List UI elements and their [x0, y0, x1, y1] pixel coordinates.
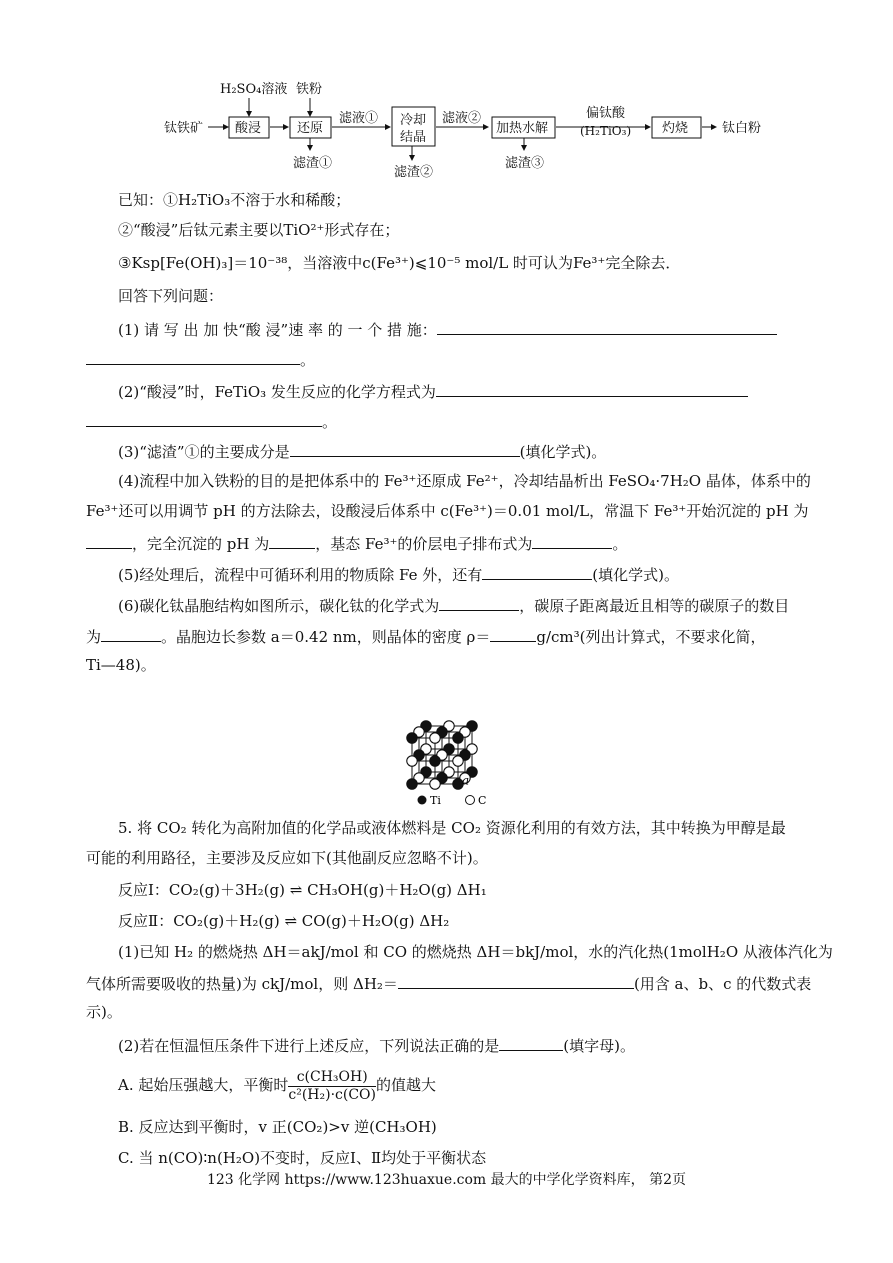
answer-blank-2b[interactable]: [86, 410, 322, 427]
process-flow-diagram: [150, 78, 780, 186]
question-6-line1: [118, 594, 789, 616]
reaction-2: 反应Ⅱ：CO₂(g)＋H₂(g) ⇌ CO(g)＋H₂O(g) ΔH₂: [118, 912, 450, 930]
sub-question-2-hint: (填字母)。: [563, 1037, 635, 1055]
option-a[interactable]: [118, 1066, 436, 1104]
answer-blank-6c[interactable]: [490, 625, 536, 642]
c-atom: [430, 779, 440, 789]
ti-atom: [430, 756, 440, 766]
problem-5-line1: 5. 将 CO₂ 转化为高附加值的化学品或液体燃料是 CO₂ 资源化利用的有效方法，其中转换为甲醇是最: [118, 819, 786, 837]
question-4-text-b: ，基态 Fe³⁺的价层电子排布式为: [315, 535, 533, 553]
c-atom: [453, 756, 463, 766]
step-calcine: 灼烧: [662, 121, 689, 136]
sub-question-1-line2: [86, 972, 811, 994]
residue-2: 滤渣②: [394, 165, 434, 180]
option-a-fraction: [288, 1069, 376, 1104]
answer-blank-4a[interactable]: [86, 532, 132, 549]
filtrate-1: 滤液①: [339, 111, 379, 126]
question-1-text: (1) 请 写 出 加 快“酸 浸”速 率 的 一 个 措 施：: [118, 321, 437, 339]
step-reduction: 还原: [297, 121, 324, 136]
question-2-text: (2)“酸浸”时，FeTiO₃ 发生反应的化学方程式为: [118, 383, 436, 401]
question-1: [118, 318, 777, 340]
page-footer: 123 化学网 https://www.123huaxue.com 最大的中学化学资料库， 第2页: [206, 1172, 687, 1188]
raw-ilmenite: 钛铁矿: [164, 121, 204, 136]
reagent-iron: 铁粉: [296, 82, 323, 97]
known-1: 已知：①H₂TiO₃不溶于水和稀酸；: [118, 191, 351, 209]
step-crystallize: 结晶: [400, 130, 427, 145]
answer-blank-p5-1[interactable]: [398, 972, 634, 989]
known-3: ③Ksp[Fe(OH)₃]＝10⁻³⁸，当溶液中c(Fe³⁺)⩽10⁻⁵ mol/L 时可认为Fe³⁺完全除去．: [118, 254, 681, 272]
option-c[interactable]: C. 当 n(CO)∶n(H₂O)不变时，反应Ⅰ、Ⅱ均处于平衡状态: [118, 1149, 487, 1167]
edge-label-a: a: [462, 773, 470, 788]
reagent-acid: H₂SO₄溶液: [220, 82, 288, 97]
question-6-text-e: g/cm³(列出计算式，不要求化简，: [536, 628, 766, 646]
sub-question-1-line1: (1)已知 H₂ 的燃烧热 ΔH＝akJ/mol 和 CO 的燃烧热 ΔH＝bkJ/mol，水的汽化热(1molH₂O 从液体汽化为: [118, 943, 833, 961]
answer-blank-5[interactable]: [482, 563, 592, 580]
ti-atom: [407, 733, 417, 743]
question-5-hint: (填化学式)。: [592, 566, 679, 584]
question-4-text-a: ，完全沉淀的 pH 为: [132, 535, 270, 553]
question-6-line2: [86, 625, 766, 647]
step-hydrolysis: 加热水解: [496, 121, 549, 136]
answer-blank-1b[interactable]: [86, 348, 300, 365]
question-3-text: (3)“滤渣”①的主要成分是: [118, 443, 290, 461]
fraction-numerator: c(CH₃OH): [288, 1069, 376, 1087]
answer-blank-6b[interactable]: [101, 625, 161, 642]
question-6-text-b: ，碳原子距离最近且相等的碳原子的数目: [519, 597, 790, 615]
question-5: [118, 563, 679, 585]
residue-1: 滤渣①: [293, 156, 333, 171]
question-6-line3: Ti—48)。: [86, 656, 156, 674]
sub-question-1-line3: 示)。: [86, 1003, 122, 1021]
filtrate-2: 滤液②: [442, 111, 482, 126]
question-3: [118, 440, 606, 462]
legend-c: C: [478, 794, 487, 807]
question-4-line3: [86, 532, 627, 554]
legend-ti: Ti: [430, 794, 441, 807]
question-6-text-d: 。晶胞边长参数 a＝0.42 nm，则晶体的密度 ρ＝: [161, 628, 491, 646]
metatitanic-acid: 偏钛酸: [586, 106, 626, 121]
answer-blank-1a[interactable]: [437, 318, 777, 335]
answer-blank-4b[interactable]: [269, 532, 315, 549]
question-5-text: (5)经处理后，流程中可循环利用的物质除 Fe 外，还有: [118, 566, 483, 584]
problem-5-line2: 可能的利用路径，主要涉及反应如下(其他副反应忽略不计)。: [86, 849, 488, 867]
question-1-cont: [86, 348, 315, 370]
residue-3: 滤渣③: [505, 156, 545, 171]
legend-ti-marker: [418, 796, 427, 805]
answer-blank-3[interactable]: [290, 440, 520, 457]
answer-blank-6a[interactable]: [439, 594, 519, 611]
question-6-text-a: (6)碳化钛晶胞结构如图所示，碳化钛的化学式为: [118, 597, 440, 615]
step-cool: 冷却: [400, 113, 427, 128]
sub-question-1-text: 气体所需要吸收的热量)为 ckJ/mol，则 ΔH₂＝: [86, 975, 398, 993]
question-2-cont: [86, 410, 337, 432]
answer-blank-p5-2[interactable]: [499, 1034, 563, 1051]
answer-prompt: 回答下列问题：: [118, 287, 224, 305]
sub-question-1-hint: (用含 a、b、c 的代数式表: [633, 975, 812, 993]
product-titanium-white: 钛白粉: [722, 121, 762, 136]
question-6-text-c: 为: [86, 628, 102, 646]
answer-blank-4c[interactable]: [532, 532, 612, 549]
question-2: [118, 380, 748, 402]
ti-atom: [407, 779, 417, 789]
question-4-end: 。: [612, 535, 628, 553]
question-4-line2: Fe³⁺还可以用调节 pH 的方法除去，设酸浸后体系中 c(Fe³⁺)＝0.01 mol/L，常温下 Fe³⁺开始沉淀的 pH 为: [86, 502, 809, 520]
step-acid-leach: 酸浸: [235, 121, 262, 136]
option-a-text: A. 起始压强越大，平衡时: [118, 1076, 289, 1094]
sub-question-2-text: (2)若在恒温恒压条件下进行上述反应，下列说法正确的是: [118, 1037, 500, 1055]
metatitanic-formula: (H₂TiO₃): [580, 124, 632, 138]
option-b[interactable]: B. 反应达到平衡时，v 正(CO₂)>v 逆(CH₃OH): [118, 1118, 437, 1136]
question-1-end: 。: [300, 351, 316, 369]
sub-question-2: [118, 1034, 635, 1056]
question-2-end: 。: [322, 413, 338, 431]
fraction-denominator: c²(H₂)·c(CO): [288, 1086, 376, 1103]
crystal-cell-figure: [400, 680, 530, 810]
option-a-tail: 的值越大: [375, 1076, 436, 1094]
reaction-1: 反应Ⅰ：CO₂(g)＋3H₂(g) ⇌ CH₃OH(g)＋H₂O(g) ΔH₁: [118, 881, 487, 899]
ti-atom: [453, 733, 463, 743]
answer-blank-2a[interactable]: [436, 380, 748, 397]
c-atom: [430, 733, 440, 743]
question-3-hint: (填化学式)。: [519, 443, 607, 461]
c-atom: [407, 756, 417, 766]
known-2: ②“酸浸”后钛元素主要以TiO²⁺形式存在；: [118, 221, 400, 239]
legend-c-marker: [466, 796, 475, 805]
question-4-line1: (4)流程中加入铁粉的目的是把体系中的 Fe³⁺还原成 Fe²⁺，冷却结晶析出 FeSO₄·7H₂O 晶体，体系中的: [118, 472, 811, 490]
